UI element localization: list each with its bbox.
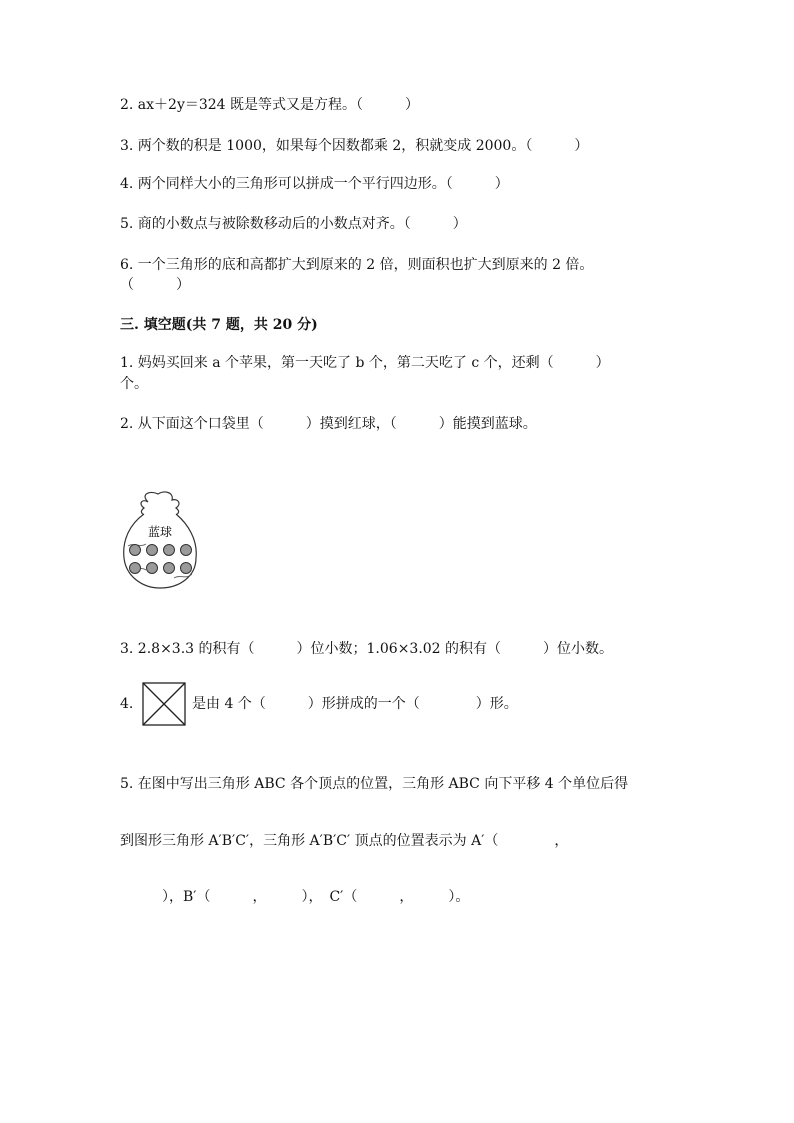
fill-q3: 3. 2.8×3.3 的积有（ ）位小数；1.06×3.02 的积有（ ）位小数。 bbox=[120, 641, 614, 657]
fill-q2: 2. 从下面这个口袋里（ ）摸到红球，（ ）能摸到蓝球。 bbox=[120, 416, 537, 432]
fill-q5-line1: 5. 在图中写出三角形 ABC 各个顶点的位置，三角形 ABC 向下平移 4 个单位后得 bbox=[120, 776, 629, 792]
ball bbox=[130, 545, 141, 556]
ball bbox=[130, 563, 141, 574]
fill-q5-line3: ），B′（ ， ）， C′（ ， ）。 bbox=[120, 889, 470, 905]
fill-q4-number: 4. bbox=[120, 696, 134, 712]
judgement-q4: 4. 两个同样大小的三角形可以拼成一个平行四边形。（ ） bbox=[120, 176, 509, 192]
ball bbox=[164, 545, 175, 556]
judgement-q3: 3. 两个数的积是 1000，如果每个因数都乘 2，积就变成 2000。（ ） bbox=[120, 138, 589, 154]
fill-q1-line1: 1. 妈妈买回来 a 个苹果，第一天吃了 b 个，第二天吃了 c 个，还剩（ ） bbox=[120, 355, 610, 371]
ball bbox=[181, 563, 192, 574]
judgement-q2: 2. ax＋2y＝324 既是等式又是方程。（ ） bbox=[120, 97, 420, 113]
judgement-q6-line2: （ ） bbox=[120, 277, 190, 293]
judgement-q6-line1: 6. 一个三角形的底和高都扩大到原来的 2 倍，则面积也扩大到原来的 2 倍。 bbox=[120, 257, 594, 273]
section-title: 三. 填空题(共 7 题，共 20 分) bbox=[120, 317, 318, 333]
ball bbox=[164, 563, 175, 574]
ball-bag-figure bbox=[118, 488, 202, 592]
fill-q1-line2: 个。 bbox=[120, 376, 148, 392]
square-with-diagonals-figure bbox=[142, 682, 186, 726]
ball bbox=[181, 545, 192, 556]
bag-label: 蓝球 bbox=[147, 525, 173, 539]
fill-q5-line2: 到图形三角形 A′B′C′，三角形 A′B′C′ 顶点的位置表示为 A′（ ， bbox=[120, 833, 569, 849]
ball bbox=[147, 545, 158, 556]
fill-q4-text: 是由 4 个（ ）形拼成的一个（ ）形。 bbox=[192, 696, 518, 712]
judgement-q5: 5. 商的小数点与被除数移动后的小数点对齐。（ ） bbox=[120, 216, 467, 232]
ball bbox=[147, 563, 158, 574]
